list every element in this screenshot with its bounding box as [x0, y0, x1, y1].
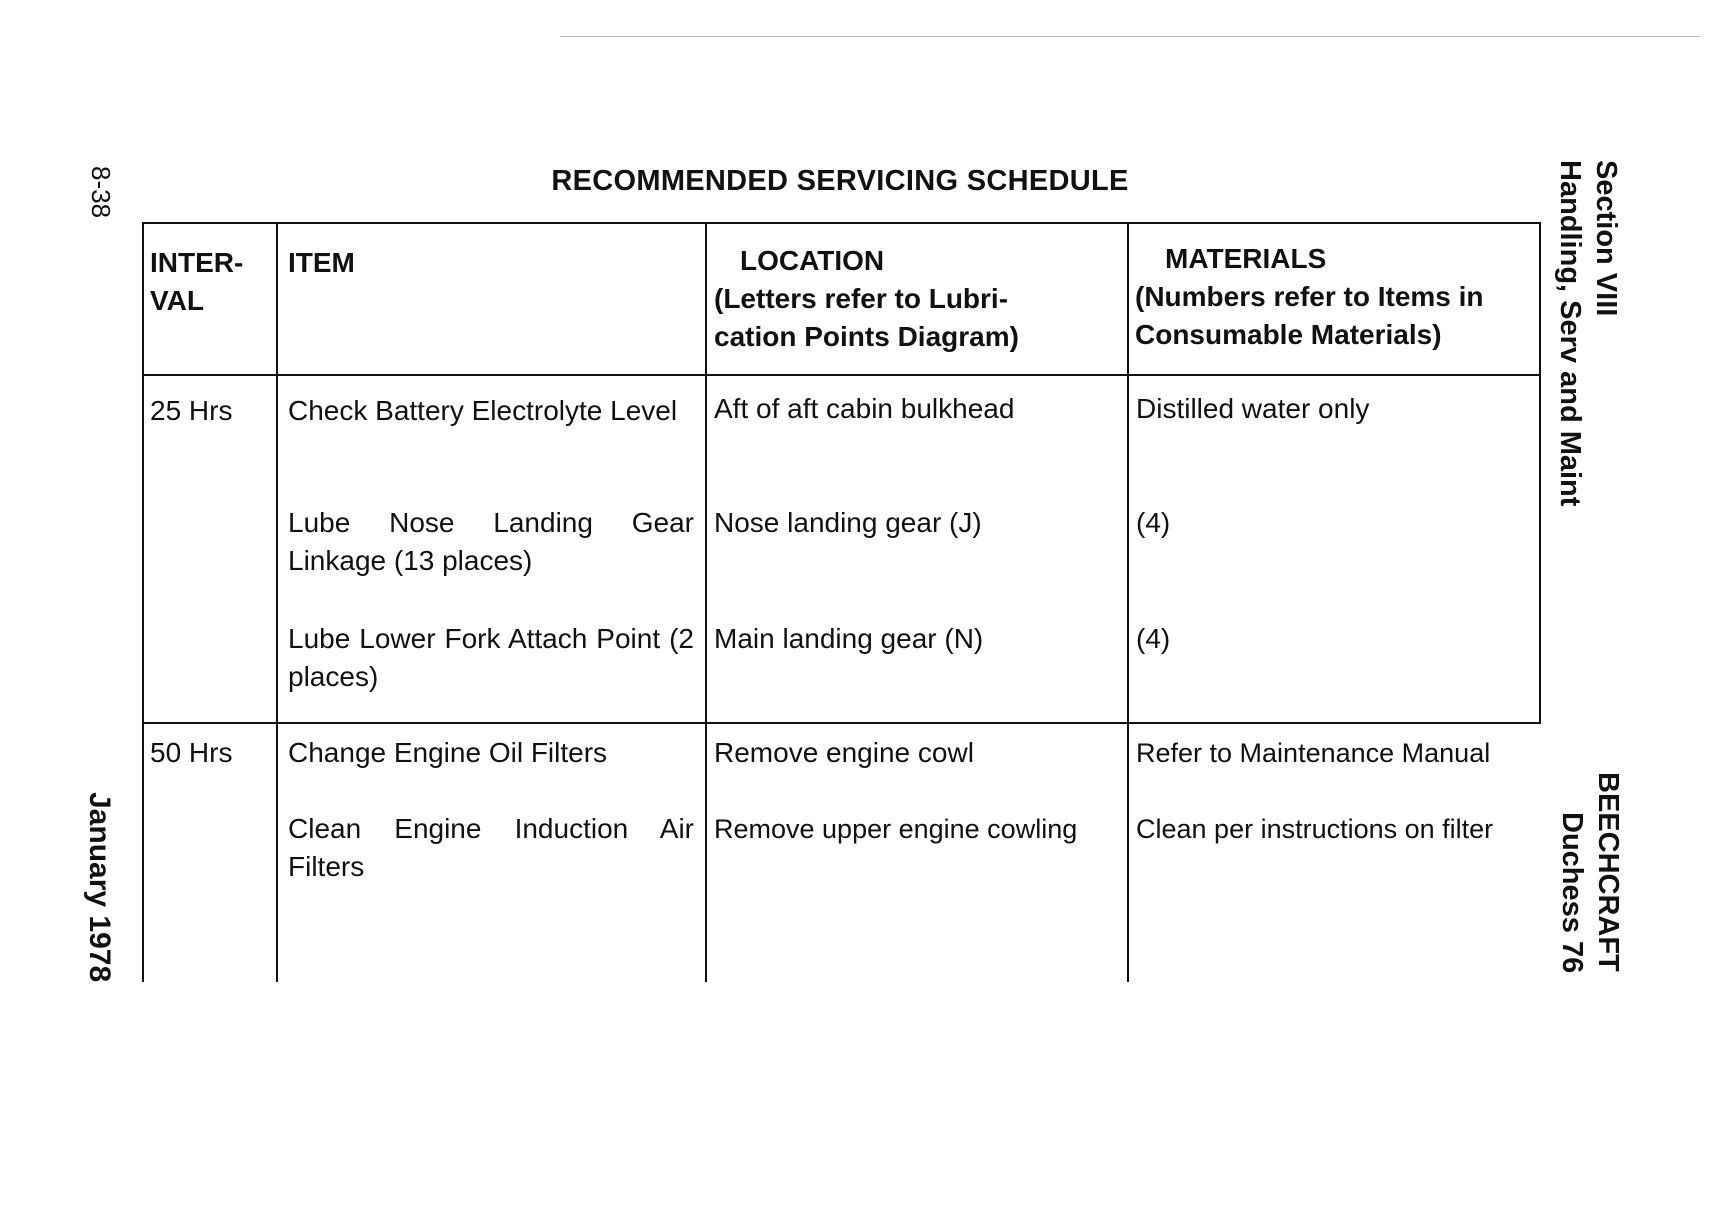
header-item: ITEM	[288, 247, 355, 278]
interval-25-hrs: 25 Hrs	[150, 395, 233, 426]
table-top-border	[142, 222, 1541, 224]
materials-distilled-water: Distilled water only	[1136, 393, 1370, 424]
location-aft-cabin: Aft of aft cabin bulkhead	[714, 393, 1015, 424]
section-title: Section VIII	[1590, 160, 1622, 317]
header-bottom-border	[142, 374, 1541, 376]
header-interval: INTER- VAL	[150, 247, 244, 316]
col-border-left	[142, 222, 144, 982]
top-rule	[560, 36, 1700, 37]
group-divider	[142, 722, 1541, 724]
header-materials-sub: (Numbers refer to Items in Consumable Materials)	[1135, 281, 1484, 350]
header-location-sub: (Letters refer to Lubri- cation Points Diagram)	[714, 283, 1019, 352]
interval-50-hrs: 50 Hrs	[150, 737, 233, 768]
section-subtitle: Handling, Serv and Maint	[1554, 160, 1586, 507]
item-lube-nose-gear: Lube Nose Landing Gear Linkage (13 places)	[288, 507, 694, 576]
location-nose-gear: Nose landing gear (J)	[714, 507, 982, 538]
materials-item-4-a: (4)	[1136, 507, 1171, 538]
item-change-oil-filters: Change Engine Oil Filters	[288, 737, 608, 768]
materials-clean-per-instructions: Clean per instructions on filter	[1136, 814, 1494, 844]
col-border-location	[1127, 222, 1129, 982]
col-border-right	[1539, 222, 1541, 722]
header-materials-title: MATERIALS	[1165, 243, 1327, 274]
brand-name: BEECHCRAFT	[1592, 772, 1624, 972]
materials-maintenance-manual: Refer to Maintenance Manual	[1136, 738, 1491, 768]
item-lube-lower-fork: Lube Lower Fork Attach Point (2 places)	[288, 623, 694, 692]
item-clean-air-filters: Clean Engine Induction Air Filters	[288, 813, 694, 882]
header-location-title: LOCATION	[740, 245, 885, 276]
location-engine-cowl: Remove engine cowl	[714, 737, 974, 768]
col-border-interval	[276, 222, 278, 982]
location-main-gear: Main landing gear (N)	[714, 623, 984, 654]
page-date: January 1978	[83, 792, 116, 983]
page-number: 8-38	[86, 166, 116, 219]
model-name: Duchess 76	[1556, 812, 1588, 974]
servicing-schedule-table	[142, 212, 1541, 982]
item-check-battery: Check Battery Electrolyte Level	[288, 395, 678, 426]
page-title: RECOMMENDED SERVICING SCHEDULE	[551, 165, 1129, 197]
location-upper-cowling: Remove upper engine cowling	[714, 814, 1078, 844]
materials-item-4-b: (4)	[1136, 623, 1171, 654]
col-border-item	[705, 222, 707, 982]
